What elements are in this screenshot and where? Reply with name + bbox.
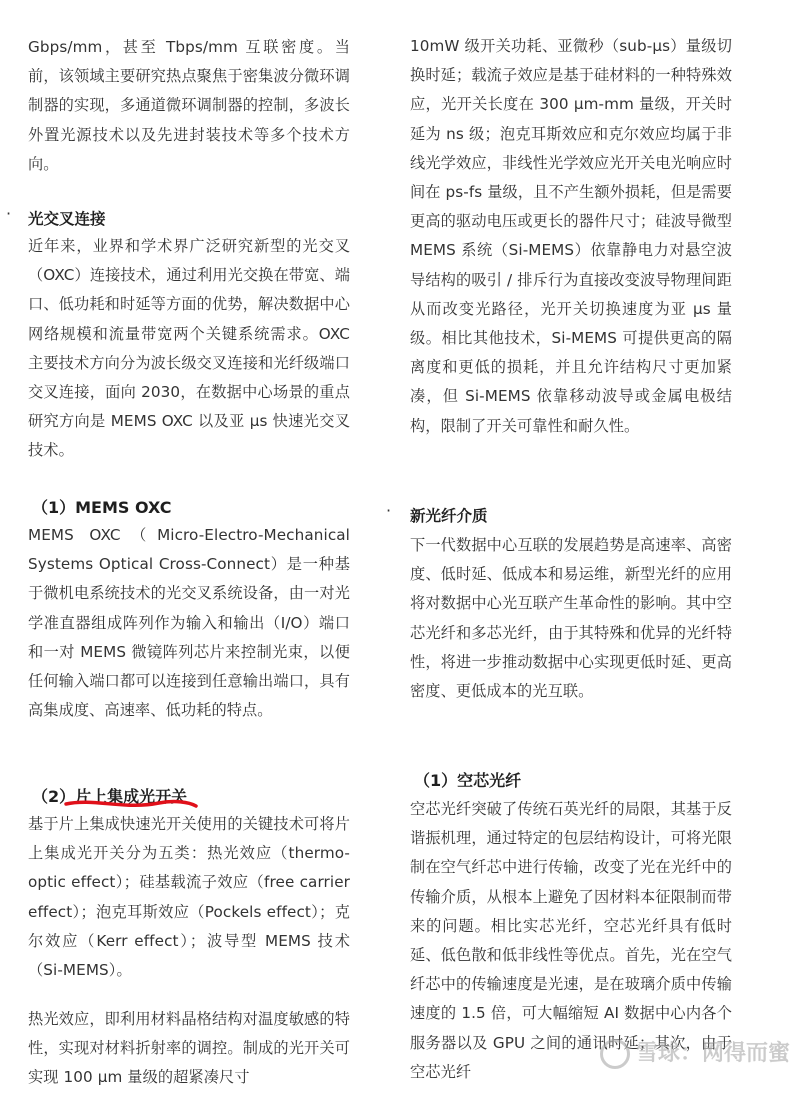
- subheading-number: （2）: [32, 787, 76, 806]
- subheading-hollow-core-fiber: （1）空芯光纤: [414, 771, 522, 790]
- on-chip-switch-paragraph: 基于片上集成快速光开关使用的关键技术可将片上集成光开关分为五类：热光效应（thermo-optic effect）；硅基载流子效应（free carrier effect）；泡克耳斯效应（Pockels effect）；克尔效应（Kerr effect）；波导型 MEMS 技术（Si-MEMS）。: [28, 815, 350, 980]
- hollow-core-paragraph: 空芯光纤突破了传统石英光纤的局限，其基于反谐振机理，通过特定的包层结构设计，可将光限制在空气纤芯中进行传输，改变了光在光纤中的传输介质，从根本上避免了因材料本征限制而带来的问题。相比实芯光纤，空芯光纤具有低时延、低色散和低非线性等优点。首先，光在空气纤芯中的传输速度是光速，是在玻璃介质中传输速度的 1.5 倍，可大幅缩短 AI 数据中心内各个服务器以及 GPU 之间的通讯时延；其次，由于空芯光纤: [410, 800, 732, 1081]
- mems-oxc-paragraph: MEMS OXC（Micro-Electro-Mechanical Systems Optical Cross-Connect）是一种基于微机电系统技术的光交叉系统设备，由一对光学准直器组成阵列作为输入和输出（I/O）端口和一对 MEMS 微镜阵列芯片来控制光束，以便任何输入端口都可以连接到任意输出端口，具有高集成度、高速率、低功耗的特点。: [28, 526, 350, 720]
- subheading-title: 片上集成光开关: [75, 787, 188, 806]
- section-heading-fiber: 新光纤介质: [410, 507, 488, 525]
- bullet-icon: ·: [6, 204, 12, 223]
- bullet-icon: ·: [386, 501, 392, 520]
- switch-effects-paragraph: 10mW 级开关功耗、亚微秒（sub-μs）量级切换时延；载流子效应是基于硅材料的一种特殊效应，光开关长度在 300 μm-mm 量级，开关时延为 ns 级；泡克耳斯效应和克尔效应均属于非线光学效应，非线性光学效应光开关电光响应时间在 ps-fs 量级，且不产生额外损耗，但是需要更高的驱动电压或更长的器件尺寸；硅波导微型 MEMS 系统（Si-MEMS）依靠静电力对悬空波导结构的吸引 / 排斥行为直接改变波导物理间距从而改变光路径，光开关切换速度为亚 μs 量级。相比其他技术，Si-MEMS 可提供更高的隔离度和更低的损耗，并且允许结构尺寸更加紧凑，但 Si-MEMS 依靠移动波导或金属电极结构，限制了开关可靠性和耐久性。: [410, 37, 732, 435]
- fiber-paragraph: 下一代数据中心互联的发展趋势是高速率、高密度、低时延、低成本和易运维，新型光纤的应用将对数据中心光互联产生革命性的影响。其中空芯光纤和多芯光纤，由于其特殊和优异的光纤特性，将进一步推动数据中心实现更低时延、更高密度、更低成本的光互联。: [410, 536, 732, 701]
- subheading-mems-oxc: （1）MEMS OXC: [32, 498, 172, 517]
- thermo-optic-paragraph: 热光效应，即利用材料晶格结构对温度敏感的特性，实现对材料折射率的调控。制成的光开关可实现 100 μm 量级的超紧凑尺寸: [28, 1010, 350, 1087]
- red-underline-annotation: [64, 786, 199, 812]
- watermark: [600, 1036, 790, 1069]
- watermark-text: 雪球：网得而蜜: [635, 1041, 790, 1066]
- section-heading-oxc: 光交叉连接: [28, 210, 106, 228]
- snowball-logo-icon: [600, 1039, 630, 1069]
- intro-paragraph: Gbps/mm，甚至 Tbps/mm 互联密度。当前，该领域主要研究热点聚焦于密集波分微环调制器的实现，多通道微环调制器的控制，多波长外置光源技术以及先进封装技术等多个技术方向。: [28, 38, 350, 173]
- oxc-paragraph: 近年来，业界和学术界广泛研究新型的光交叉（OXC）连接技术，通过利用光交换在带宽、端口、低功耗和时延等方面的优势，解决数据中心网络规模和流量带宽两个关键系统需求。OXC 主要技术方向分为波长级交叉连接和光纤级端口交叉连接，面向 2030，在数据中心场景的重点研究方向是 MEMS OXC 以及亚 μs 快速光交叉技术。: [28, 237, 350, 460]
